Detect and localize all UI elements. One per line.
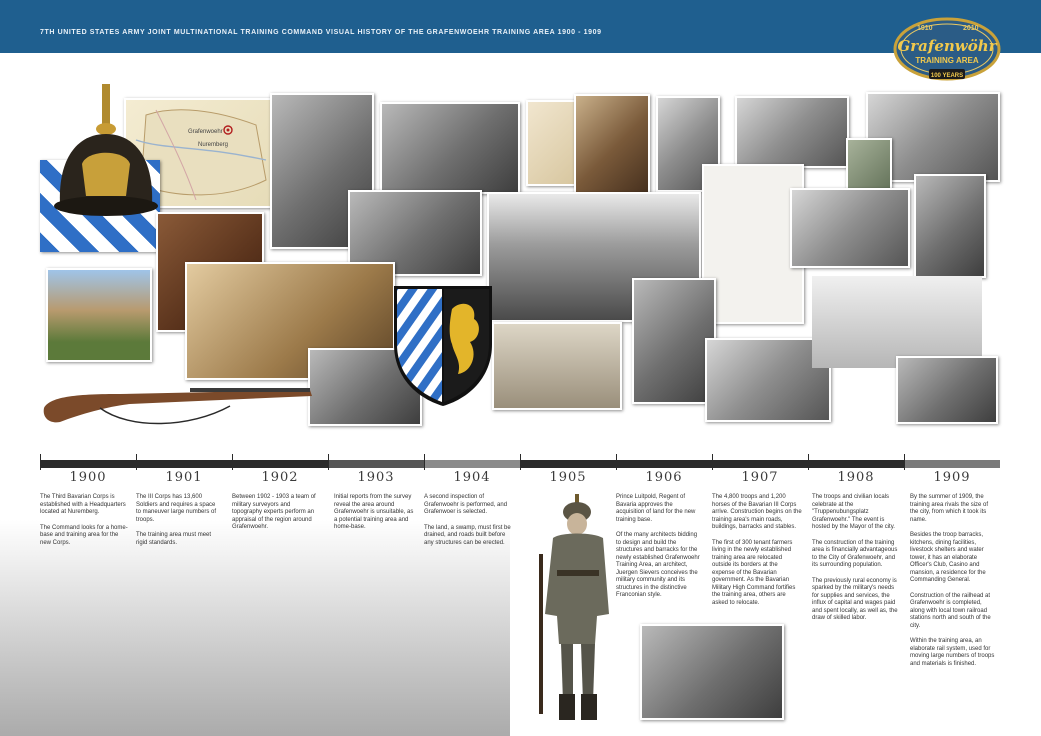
paragraph: The previously rural economy is sparked by the military's needs for supplies and services, the influx of capital and wages paid and spent locally, as well as, the draw of skilled labor.: [812, 577, 898, 621]
paragraph: The troops and civilian locals celebrate at the "Truppenubungsplatz Grafenwoehr." The event is hosted by the Mayor of the city.: [812, 494, 895, 530]
landscape-postcard-photo: [492, 322, 622, 410]
year-label-1901: 1901: [165, 470, 203, 485]
svg-text:2010: 2010: [963, 25, 979, 32]
paragraph: Within the training area, an elaborate rail system, used for moving large numbers of troops and materials is finished.: [910, 638, 995, 667]
timeline-tick: [712, 454, 713, 470]
mansion-photo: [812, 276, 982, 368]
officers-group-photo: [380, 102, 520, 194]
timeline-text-1909: [910, 494, 998, 676]
timeline-tick: [424, 454, 425, 470]
paragraph: The III Corps has 13,600 Soldiers and requires a space to maneuver large numbers of troops.: [136, 494, 217, 523]
year-label-1909: 1909: [933, 470, 971, 485]
timeline-tick: [808, 454, 809, 470]
architect-portrait-photo: [632, 278, 716, 404]
year-label-1906: 1906: [645, 470, 683, 485]
paragraph: The Third Bavarian Corps is established with a Headquarters located at Nuremberg.: [40, 494, 126, 515]
year-label-1900: 1900: [69, 470, 107, 485]
paragraph: Besides the troop barracks, kitchens, dining facilities, livestock shelters and water tower, it has an elaborate Officer's Club, Casino and mansion, a residence for the Commanding General.: [910, 532, 986, 583]
document-photo: [526, 100, 576, 186]
timeline-tick: [328, 454, 329, 470]
timeline-segment-1909: [904, 460, 1000, 468]
timeline-text-1903: [334, 494, 418, 540]
timeline-text-1906: [616, 494, 702, 608]
prince-luitpold-portrait-photo: [574, 94, 650, 206]
timeline-segment-1904-light: [424, 460, 520, 468]
timeline-text-1901: [136, 494, 220, 555]
coat-of-arms-photo: [392, 284, 494, 408]
year-label-1905: 1905: [549, 470, 587, 485]
town-street-photo: [735, 96, 849, 168]
paragraph: Between 1902 - 1903 a team of military surveyors and topography experts perform an appraisal of the region around Grafenwoehr.: [232, 494, 316, 530]
pickelhaube-helmet-photo: [52, 84, 162, 224]
timeline-tick: [40, 454, 41, 470]
timeline-text-1908: [812, 494, 900, 631]
timeline-tick: [904, 454, 905, 470]
timeline-segment-1903: [328, 460, 424, 468]
timeline-text-1902: [232, 494, 322, 540]
header-banner: [0, 0, 1041, 53]
svg-text:Nuremberg: Nuremberg: [198, 142, 229, 148]
paragraph: Construction of the railhead at Grafenwoehr is completed, along with local town railroad stations north and south of the city.: [910, 592, 991, 629]
soldier-standing-photo: [914, 174, 986, 278]
rifle-photo: [40, 378, 320, 432]
paragraph: Prince Luitpold, Regent of Bavaria approves the acquisition of land for the new training base.: [616, 494, 696, 523]
paragraph: The Command looks for a home-base and training area for the new Corps.: [40, 524, 128, 546]
svg-text:1910: 1910: [917, 25, 933, 32]
paragraph: Initial reports from the survey reveal the area around Grafenwoehr is unsuitable, as a potential training area and home-base.: [334, 494, 414, 530]
paragraph: Of the many architects bidding to design and build the structures and barracks for the newly established Grafenwoehr Training Area, an architect, Juergen Sievers conceives the military community and its structures in the distinctive Franconian style.: [616, 532, 700, 598]
svg-text:Grafenwöhr: Grafenwöhr: [897, 37, 997, 55]
troops-rest-photo: [790, 188, 910, 268]
anniversary-seal-logo: [893, 13, 1001, 83]
timeline-text-1900: [40, 494, 128, 555]
year-label-1907: 1907: [741, 470, 779, 485]
timeline-text-1907: [712, 494, 802, 615]
timeline-tick: [136, 454, 137, 470]
year-label-1903: 1903: [357, 470, 395, 485]
soldier-cutout-photo: [533, 494, 623, 724]
paragraph: The land, a swamp, must first be drained, and roads built before any structures can be erected.: [424, 524, 511, 546]
poster-title: 7TH UNITED STATES ARMY JOINT MULTINATIONAL TRAINING COMMAND VISUAL HISTORY OF THE GRAFENWOEHR TRAINING AREA 1900 - 1909: [40, 29, 602, 36]
paragraph: A second inspection of Grafenwoehr is performed, and Grafenwoer is selected.: [424, 494, 508, 515]
timeline-tick: [616, 454, 617, 470]
svg-text:TRAINING AREA: TRAINING AREA: [915, 56, 979, 65]
water-tower-plan-photo: [702, 164, 804, 324]
paragraph: By the summer of 1909, the training area rivals the size of the city, from which it took its name.: [910, 494, 989, 523]
svg-text:Grafenwoehr: Grafenwoehr: [188, 129, 223, 135]
svg-text:100 YEARS: 100 YEARS: [930, 73, 964, 79]
paragraph: The construction of the training area is financially advantageous to the City of Grafenwoehr, and its surrounding population.: [812, 539, 898, 568]
paragraph: The first of 300 tenant farmers living in the newly established training area are relocated outside its borders at the expense of the Bavarian government. As the Bavarian Military High Command fortifies the training area, others are asked to relocate.: [712, 539, 796, 606]
year-label-1902: 1902: [261, 470, 299, 485]
timeline-tick: [520, 454, 521, 470]
timeline-text-1904: [424, 494, 512, 555]
timeline-tick: [232, 454, 233, 470]
tower-construction-photo: [896, 356, 998, 424]
steam-roller-photo: [640, 624, 784, 720]
paragraph: The training area must meet rigid standards.: [136, 532, 212, 546]
castle-photo: [46, 268, 152, 362]
paragraph: The 4,800 troops and 1,200 horses of the Bavarian III Corps arrive. Construction begins on the training area's main roads, buildings, barracks and stables.: [712, 494, 802, 530]
year-label-1904: 1904: [453, 470, 491, 485]
year-label-1908: 1908: [837, 470, 875, 485]
